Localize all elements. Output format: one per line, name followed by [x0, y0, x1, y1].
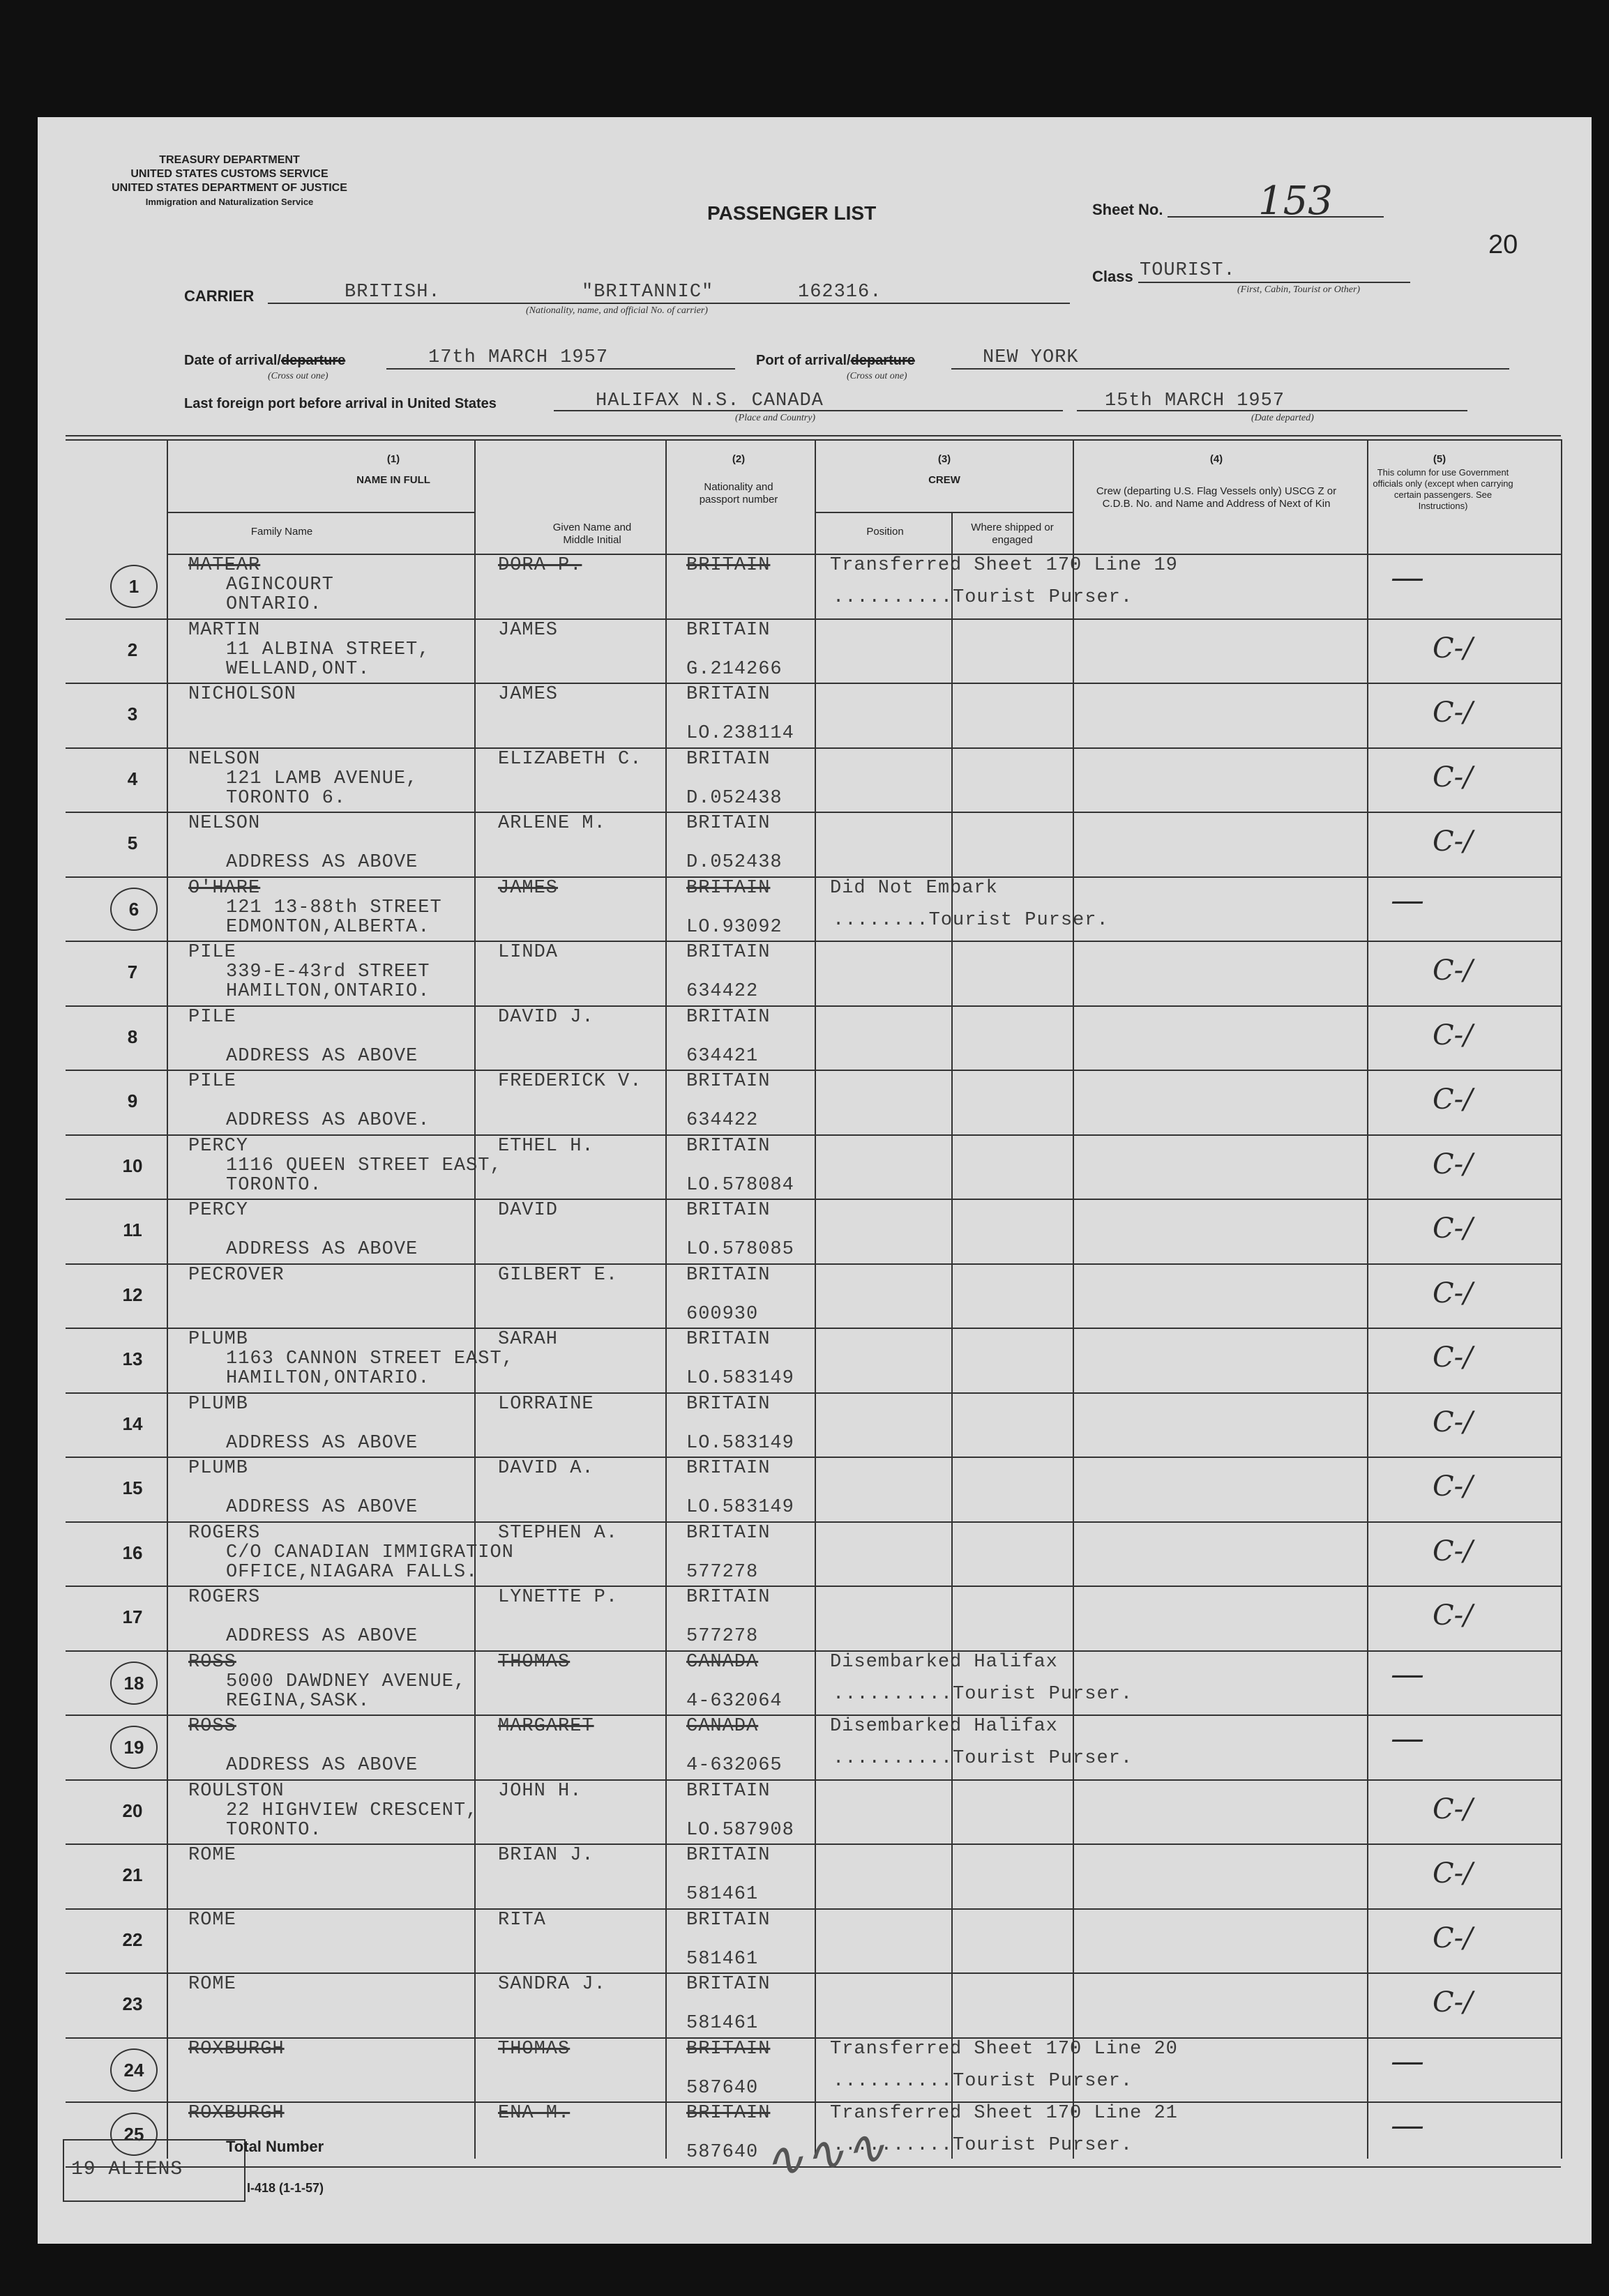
row-number: 18: [110, 1662, 158, 1705]
given-name: LYNETTE P.: [498, 1587, 619, 1608]
where-shipped-header: Where shipped or engaged: [971, 522, 1054, 546]
row-number: 17: [122, 1606, 143, 1627]
row-number: 8: [127, 1026, 138, 1047]
row-number: 13: [122, 1348, 143, 1369]
nationality: BRITAIN: [686, 555, 771, 576]
nationality: BRITAIN: [686, 1264, 771, 1286]
given-name: DORA P.: [498, 555, 582, 576]
crew-note: Did Not Embark: [830, 877, 998, 899]
official-mark: C-/: [1433, 697, 1473, 729]
table-row: [66, 1392, 1561, 1457]
official-mark: —: [1391, 2106, 1424, 2145]
family-name: PILE: [188, 942, 236, 963]
nationality: BRITAIN: [686, 1200, 771, 1221]
date-departed-caption: (Date departed): [1251, 413, 1314, 423]
table-row: [66, 1521, 1561, 1586]
address-line-1: 11 ALBINA STREET,: [226, 639, 430, 660]
table-row: [66, 812, 1561, 876]
table-row: [66, 1134, 1561, 1199]
aliens-count: 19 ALIENS: [71, 2159, 183, 2180]
address-line-2: ADDRESS AS ABOVE: [226, 1045, 418, 1067]
date-caption: (Cross out one): [268, 371, 328, 381]
crew-note: Disembarked Halifax: [830, 1716, 1058, 1737]
address-line-2: ADDRESS AS ABOVE: [226, 1432, 418, 1454]
passport-number: D.052438: [686, 787, 783, 809]
official-mark: —: [1391, 2041, 1424, 2081]
family-name: PILE: [188, 1071, 236, 1092]
nationality: BRITAIN: [686, 1909, 771, 1931]
row-number: 21: [122, 1864, 143, 1885]
row-number: 5: [127, 833, 138, 853]
given-name: RITA: [498, 1909, 546, 1931]
crew-note: Disembarked Halifax: [830, 1651, 1058, 1673]
passport-number: D.052438: [686, 852, 783, 873]
family-name: PLUMB: [188, 1393, 249, 1415]
official-mark: C-/: [1433, 1148, 1473, 1180]
given-name: ARLENE M.: [498, 813, 606, 834]
row-number: 25: [110, 2113, 158, 2156]
given-name: JOHN H.: [498, 1780, 582, 1802]
document-title: PASSENGER LIST: [707, 202, 877, 224]
row-number: 7: [127, 961, 138, 982]
family-name: ROME: [188, 1909, 236, 1931]
last-port-label: Last foreign port before arrival in United States: [184, 396, 497, 411]
row-number: 16: [122, 1542, 143, 1563]
carrier-label: CARRIER: [184, 287, 255, 305]
address-line-2: WELLAND,ONT.: [226, 658, 370, 680]
port-value: NEW YORK: [983, 347, 1079, 368]
passport-number: 634421: [686, 1045, 759, 1067]
official-mark: C-/: [1433, 1084, 1473, 1116]
passport-number: 587640: [686, 2077, 759, 2099]
family-name: PLUMB: [188, 1458, 249, 1479]
row-number: 1: [110, 565, 158, 608]
given-name: FREDERICK V.: [498, 1071, 642, 1092]
form-number: I-418 (1-1-57): [247, 2181, 324, 2195]
official-mark: —: [1391, 558, 1424, 597]
row-number: 20: [122, 1800, 143, 1821]
col2-number: (2): [732, 453, 746, 465]
nationality: BRITAIN: [686, 1780, 771, 1802]
purser-note: ..........Tourist Purser.: [833, 2070, 1133, 2092]
class-label: Class: [1092, 268, 1133, 285]
family-name: MATEAR: [188, 555, 261, 576]
family-name: ROME: [188, 1974, 236, 1995]
official-mark: C-/: [1433, 761, 1473, 793]
row-number: 24: [110, 2048, 158, 2092]
crew-note: Transferred Sheet 170 Line 20: [830, 2038, 1178, 2060]
family-name: PLUMB: [188, 1329, 249, 1350]
family-name: ROSS: [188, 1716, 236, 1737]
address-line-2: TORONTO.: [226, 1819, 322, 1841]
address-line-1: 339-E-43rd STREET: [226, 961, 430, 982]
given-name-header: Given Name and Middle Initial: [552, 522, 632, 546]
sheet-no-value: 153: [1258, 178, 1333, 224]
given-name: SANDRA J.: [498, 1974, 606, 1995]
official-mark: C-/: [1433, 1922, 1473, 1954]
official-mark: C-/: [1433, 955, 1473, 987]
nationality: BRITAIN: [686, 1393, 771, 1415]
carrier-caption: (Nationality, name, and official No. of carrier): [526, 305, 708, 316]
family-name: ROXBURGH: [188, 2038, 285, 2060]
address-line-1: AGINCOURT: [226, 575, 334, 595]
table-row: [66, 554, 1561, 618]
official-mark: C-/: [1433, 1986, 1473, 2018]
table-row: [66, 683, 1561, 747]
address-line-2: ADDRESS AS ABOVE: [226, 1755, 418, 1776]
official-mark: C-/: [1433, 1406, 1473, 1438]
agency-line-2: UNITED STATES CUSTOMS SERVICE: [130, 168, 328, 180]
passport-number: 577278: [686, 1626, 759, 1647]
passport-number: LO.583149: [686, 1368, 794, 1389]
official-mark: C-/: [1433, 1793, 1473, 1825]
port-label-b: departure: [850, 353, 915, 368]
official-mark: C-/: [1433, 1212, 1473, 1245]
col5-title: This column for use Government officials only (except when carrying certain passengers. See Instructions): [1373, 467, 1513, 511]
given-name: JAMES: [498, 684, 559, 705]
col1-number: (1): [386, 453, 400, 465]
date-departed-value: 15th MARCH 1957: [1105, 390, 1285, 411]
passport-number: LO.583149: [686, 1497, 794, 1518]
given-name: MARGARET: [498, 1716, 594, 1737]
family-name: ROSS: [188, 1651, 236, 1673]
nationality: BRITAIN: [686, 1329, 771, 1350]
nationality: BRITAIN: [686, 2103, 771, 2124]
col4-title: Crew (departing U.S. Flag Vessels only) USCG Z or C.D.B. No. and Name and Address of Next of Kin: [1096, 485, 1337, 510]
purser-note: ..........Tourist Purser.: [833, 1748, 1133, 1769]
given-name: ENA M.: [498, 2103, 571, 2124]
table-row: [66, 1328, 1561, 1392]
given-name: ETHEL H.: [498, 1135, 594, 1157]
family-name: NELSON: [188, 748, 261, 770]
total-number-label: Total Number: [226, 2138, 324, 2155]
nationality: BRITAIN: [686, 877, 771, 899]
purser-note: ..........Tourist Purser.: [833, 2135, 1133, 2156]
aliens-box: [63, 2139, 245, 2202]
passport-number: G.214266: [686, 658, 783, 680]
passenger-list-sheet: [38, 117, 1592, 2244]
sheet-no-label: Sheet No.: [1092, 201, 1163, 218]
passport-number: LO.578084: [686, 1174, 794, 1196]
passport-number: 634422: [686, 981, 759, 1002]
family-name: PERCY: [188, 1135, 249, 1157]
address-line-1: 22 HIGHVIEW CRESCENT,: [226, 1800, 478, 1821]
nationality: BRITAIN: [686, 2038, 771, 2060]
address-line-1: 5000 DAWDNEY AVENUE,: [226, 1671, 467, 1692]
nationality: BRITAIN: [686, 1006, 771, 1028]
address-line-2: ADDRESS AS ABOVE: [226, 852, 418, 873]
col3-number: (3): [937, 453, 951, 465]
official-mark: —: [1391, 1654, 1424, 1694]
row-number: 22: [122, 1929, 143, 1950]
given-name: JAMES: [498, 619, 559, 641]
row-number: 15: [122, 1477, 143, 1498]
nationality: BRITAIN: [686, 1587, 771, 1608]
table-row: [66, 1070, 1561, 1134]
family-name: ROME: [188, 1845, 236, 1866]
officer-signature: ∿∿∿: [760, 2117, 889, 2191]
given-name: BRIAN J.: [498, 1845, 594, 1866]
passport-number: 581461: [686, 1884, 759, 1905]
address-line-2: ADDRESS AS ABOVE: [226, 1626, 418, 1647]
table-row: [66, 618, 1561, 683]
carrier-nationality: BRITISH.: [345, 282, 441, 303]
purser-note: ..........Tourist Purser.: [833, 1683, 1133, 1705]
table-row: [66, 1843, 1561, 1908]
row-number: 23: [122, 1993, 143, 2014]
address-line-1: 121 13-88th STREET: [226, 897, 442, 918]
port-label-a: Port of arrival/: [756, 353, 851, 368]
row-number: 14: [122, 1413, 143, 1434]
nationality: BRITAIN: [686, 619, 771, 641]
table-row: [66, 876, 1561, 941]
passport-number: LO.587908: [686, 1819, 794, 1841]
nationality: CANADA: [686, 1651, 759, 1673]
address-line-2: REGINA,SASK.: [226, 1690, 370, 1712]
nationality: BRITAIN: [686, 1845, 771, 1866]
address-line-1: C/O CANADIAN IMMIGRATION: [226, 1542, 514, 1563]
given-name: DAVID: [498, 1200, 559, 1221]
address-line-2: ADDRESS AS ABOVE: [226, 1239, 418, 1260]
address-line-2: HAMILTON,ONTARIO.: [226, 981, 430, 1002]
family-name: NICHOLSON: [188, 684, 296, 705]
nationality: BRITAIN: [686, 942, 771, 963]
last-port-caption: (Place and Country): [735, 413, 816, 423]
carrier-name: "BRITANNIC": [582, 282, 714, 303]
family-name: ROGERS: [188, 1587, 261, 1608]
official-mark: C-/: [1433, 1535, 1473, 1567]
passport-number: 4-632065: [686, 1755, 783, 1776]
official-mark: C-/: [1433, 1857, 1473, 1890]
passport-number: LO.583149: [686, 1432, 794, 1454]
position-header: Position: [866, 526, 904, 538]
table-row: [66, 1586, 1561, 1650]
agency-line-1: TREASURY DEPARTMENT: [159, 154, 300, 166]
date-label-b: departure: [280, 353, 346, 368]
official-mark: C-/: [1433, 826, 1473, 858]
nationality: BRITAIN: [686, 684, 771, 705]
purser-note: ........Tourist Purser.: [833, 909, 1109, 931]
row-number: 2: [127, 639, 138, 660]
table-row: [66, 2037, 1561, 2102]
passport-number: LO.93092: [686, 916, 783, 938]
official-mark: C-/: [1433, 1599, 1473, 1632]
official-mark: —: [1391, 880, 1424, 920]
official-mark: C-/: [1433, 632, 1473, 664]
agency-block: [86, 153, 372, 209]
col4-number: (4): [1209, 453, 1223, 465]
official-mark: C-/: [1433, 1277, 1473, 1309]
passport-number: 581461: [686, 1948, 759, 1970]
passport-number: 587640: [686, 2142, 759, 2163]
carrier-number: 162316.: [798, 282, 882, 303]
given-name: ELIZABETH C.: [498, 748, 642, 770]
given-name: DAVID J.: [498, 1006, 594, 1028]
given-name: SARAH: [498, 1329, 559, 1350]
family-name: ROGERS: [188, 1522, 261, 1544]
address-line-2: ADDRESS AS ABOVE: [226, 1497, 418, 1518]
nationality: BRITAIN: [686, 1974, 771, 1995]
given-name: GILBERT E.: [498, 1264, 619, 1286]
family-name: NELSON: [188, 813, 261, 834]
nationality: BRITAIN: [686, 1135, 771, 1157]
table-row: [66, 1779, 1561, 1844]
given-name: LINDA: [498, 942, 559, 963]
family-name: PILE: [188, 1006, 236, 1028]
passport-number: 634422: [686, 1110, 759, 1131]
address-line-2: HAMILTON,ONTARIO.: [226, 1368, 430, 1389]
table-row: [66, 1199, 1561, 1263]
given-name: DAVID A.: [498, 1458, 594, 1479]
crew-note: Transferred Sheet 170 Line 21: [830, 2103, 1178, 2124]
address-line-2: ADDRESS AS ABOVE.: [226, 1110, 430, 1131]
table-row: [66, 1908, 1561, 1973]
given-name: JAMES: [498, 877, 559, 899]
table-row: [66, 1650, 1561, 1715]
last-port-value: HALIFAX N.S. CANADA: [596, 390, 824, 411]
table-row: [66, 1715, 1561, 1779]
date-value: 17th MARCH 1957: [428, 347, 609, 368]
row-number: 3: [127, 704, 138, 724]
row-number: 11: [123, 1219, 142, 1240]
corner-number: 20: [1488, 230, 1518, 259]
family-name: ROULSTON: [188, 1780, 285, 1802]
row-number: 12: [122, 1284, 143, 1305]
given-name: THOMAS: [498, 1651, 571, 1673]
agency-line-4: Immigration and Naturalization Service: [145, 197, 314, 207]
row-number: 19: [110, 1726, 158, 1769]
table-row: [66, 941, 1561, 1005]
address-line-2: OFFICE,NIAGARA FALLS.: [226, 1561, 478, 1583]
given-name: THOMAS: [498, 2038, 571, 2060]
nationality: BRITAIN: [686, 1071, 771, 1092]
official-mark: C-/: [1433, 1341, 1473, 1374]
col3-title: CREW: [928, 474, 960, 486]
family-name: O'HARE: [188, 877, 261, 899]
address-line-2: TORONTO.: [226, 1174, 322, 1196]
given-name: STEPHEN A.: [498, 1522, 619, 1544]
family-name: PECROVER: [188, 1264, 285, 1286]
official-mark: C-/: [1433, 1019, 1473, 1051]
date-label: [184, 353, 345, 369]
passport-number: 581461: [686, 2013, 759, 2034]
port-label: [756, 353, 915, 369]
date-label-a: Date of arrival/: [184, 353, 281, 368]
official-mark: —: [1391, 1719, 1424, 1758]
official-mark: C-/: [1433, 1470, 1473, 1503]
col1-title: NAME IN FULL: [356, 474, 430, 486]
col5-number: (5): [1433, 453, 1446, 465]
family-name-header: Family Name: [250, 526, 313, 538]
passport-number: LO.238114: [686, 723, 794, 744]
nationality: BRITAIN: [686, 1522, 771, 1544]
address-line-1: 1116 QUEEN STREET EAST,: [226, 1155, 502, 1176]
address-line-2: EDMONTON,ALBERTA.: [226, 916, 430, 938]
nationality: CANADA: [686, 1716, 759, 1737]
crew-note: Transferred Sheet 170 Line 19: [830, 555, 1178, 576]
passenger-table: [66, 435, 1561, 2290]
passport-number: 600930: [686, 1303, 759, 1325]
passport-number: LO.578085: [686, 1239, 794, 1260]
given-name: LORRAINE: [498, 1393, 594, 1415]
purser-note: ..........Tourist Purser.: [833, 587, 1133, 608]
nationality: BRITAIN: [686, 813, 771, 834]
table-row: [66, 1005, 1561, 1070]
table-row: [66, 747, 1561, 812]
table-row: [66, 1972, 1561, 2037]
address-line-2: ONTARIO.: [226, 594, 322, 615]
agency-line-3: UNITED STATES DEPARTMENT OF JUSTICE: [112, 182, 347, 194]
family-name: MARTIN: [188, 619, 261, 641]
class-value: TOURIST.: [1140, 260, 1236, 281]
col2-title: Nationality and passport number: [699, 481, 778, 505]
address-line-1: 1163 CANNON STREET EAST,: [226, 1348, 514, 1369]
nationality: BRITAIN: [686, 1458, 771, 1479]
row-number: 9: [127, 1090, 138, 1111]
row-number: 4: [127, 768, 138, 789]
family-name: PERCY: [188, 1200, 249, 1221]
address-line-1: 121 LAMB AVENUE,: [226, 768, 418, 789]
passport-number: 577278: [686, 1561, 759, 1583]
passport-number: 4-632064: [686, 1690, 783, 1712]
table-row: [66, 1457, 1561, 1521]
nationality: BRITAIN: [686, 748, 771, 770]
port-caption: (Cross out one): [847, 371, 907, 381]
class-caption: (First, Cabin, Tourist or Other): [1237, 284, 1361, 295]
table-row: [66, 1263, 1561, 1328]
row-number: 10: [122, 1155, 143, 1176]
family-name: ROXBURGH: [188, 2103, 285, 2124]
address-line-2: TORONTO 6.: [226, 787, 347, 809]
row-number: 6: [110, 888, 158, 931]
